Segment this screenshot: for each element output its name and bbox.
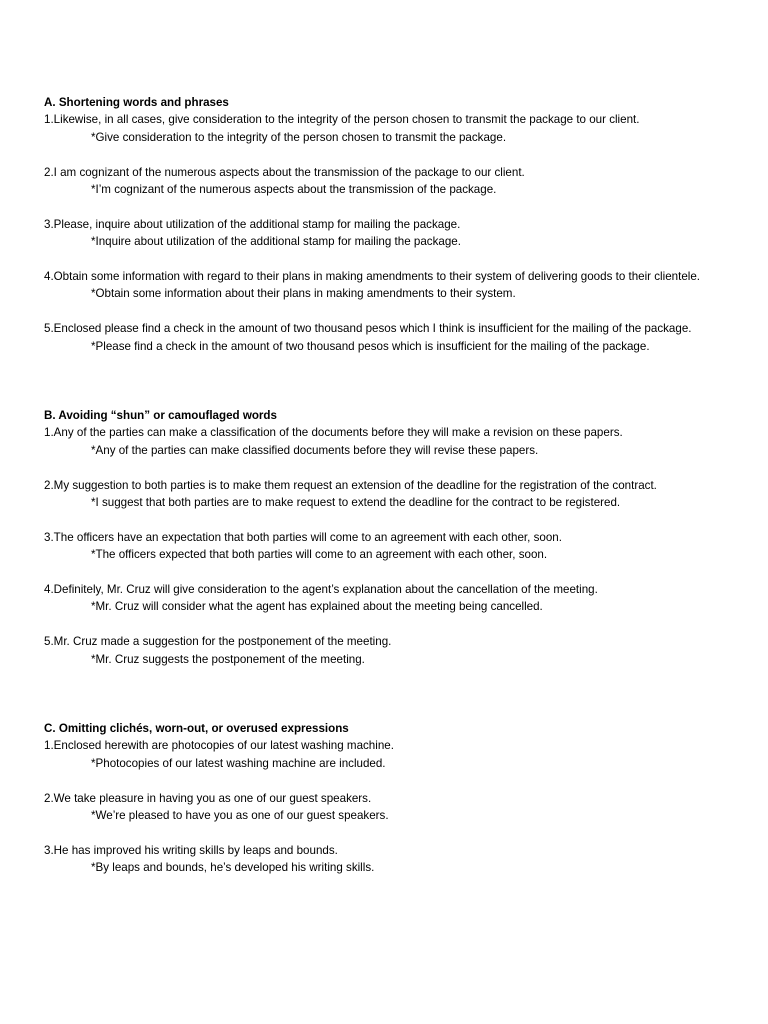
revised-sentence: *I’m cognizant of the numerous aspects about the transmission of the package. xyxy=(91,183,497,197)
list-item xyxy=(44,111,724,146)
original-sentence: 1.Any of the parties can make a classification of the documents before they will make a revision on these papers. xyxy=(44,426,623,440)
original-sentence: 3.He has improved his writing skills by leaps and bounds. xyxy=(44,843,338,857)
original-sentence: 4.Obtain some information with regard to their plans in making amendments to their system of delivering goods to their clientele. xyxy=(44,270,701,284)
list-item xyxy=(44,581,724,616)
original-sentence: 2.We take pleasure in having you as one of our guest speakers. xyxy=(44,791,372,805)
revised-sentence: *I suggest that both parties are to make request to extend the deadline for the contract to be registered. xyxy=(91,496,621,510)
revised-sentence: *By leaps and bounds, he’s developed his writing skills. xyxy=(91,861,375,875)
list-item xyxy=(44,790,724,825)
list-item xyxy=(44,320,724,355)
original-sentence: 1.Likewise, in all cases, give consideration to the integrity of the person chosen to transmit the package to our client. xyxy=(44,113,640,127)
revised-sentence: *Please find a check in the amount of two thousand pesos which is insufficient for the mailing of the package. xyxy=(91,339,650,353)
revised-sentence: *Any of the parties can make classified documents before they will revise these papers. xyxy=(91,443,539,457)
revised-sentence: *The officers expected that both parties will come to an agreement with each other, soon. xyxy=(91,548,548,562)
list-item xyxy=(44,842,724,877)
revised-sentence: *Mr. Cruz will consider what the agent has explained about the meeting being cancelled. xyxy=(91,600,543,614)
list-item xyxy=(44,164,724,199)
revised-sentence: *Mr. Cruz suggests the postponement of the meeting. xyxy=(91,652,365,666)
revised-sentence: *Obtain some information about their plans in making amendments to their system. xyxy=(91,287,516,301)
original-sentence: 4.Definitely, Mr. Cruz will give consideration to the agent’s explanation about the cancellation of the meeting. xyxy=(44,583,598,597)
revised-sentence: *Give consideration to the integrity of the person chosen to transmit the package. xyxy=(91,130,507,144)
section-title-a: A. Shortening words and phrases xyxy=(44,96,229,109)
list-item xyxy=(44,268,724,303)
list-item xyxy=(44,477,724,512)
list-item xyxy=(44,633,724,668)
original-sentence: 5.Enclosed please find a check in the amount of two thousand pesos which I think is insufficient for the mailing of the package. xyxy=(44,322,692,336)
revised-sentence: *Photocopies of our latest washing machine are included. xyxy=(91,756,386,770)
section-a xyxy=(44,94,724,355)
original-sentence: 3.The officers have an expectation that both parties will come to an agreement with each other, soon. xyxy=(44,530,562,544)
original-sentence: 1.Enclosed herewith are photocopies of our latest washing machine. xyxy=(44,739,394,753)
section-c xyxy=(44,720,724,877)
original-sentence: 5.Mr. Cruz made a suggestion for the postponement of the meeting. xyxy=(44,635,392,649)
section-title-b: B. Avoiding “shun” or camouflaged words xyxy=(44,409,277,423)
list-item xyxy=(44,529,724,564)
original-sentence: 3.Please, inquire about utilization of the additional stamp for mailing the package. xyxy=(44,217,461,231)
original-sentence: 2.I am cognizant of the numerous aspects about the transmission of the package to our client. xyxy=(44,165,525,179)
revised-sentence: *We’re pleased to have you as one of our guest speakers. xyxy=(91,809,389,823)
section-b xyxy=(44,407,724,668)
revised-sentence: *Inquire about utilization of the additional stamp for mailing the package. xyxy=(91,235,461,249)
original-sentence: 2.My suggestion to both parties is to make them request an extension of the deadline for the registration of the contract. xyxy=(44,478,657,492)
list-item xyxy=(44,216,724,251)
section-title-c: C. Omitting clichés, worn-out, or overused expressions xyxy=(44,722,349,736)
list-item xyxy=(44,424,724,459)
list-item xyxy=(44,737,724,772)
